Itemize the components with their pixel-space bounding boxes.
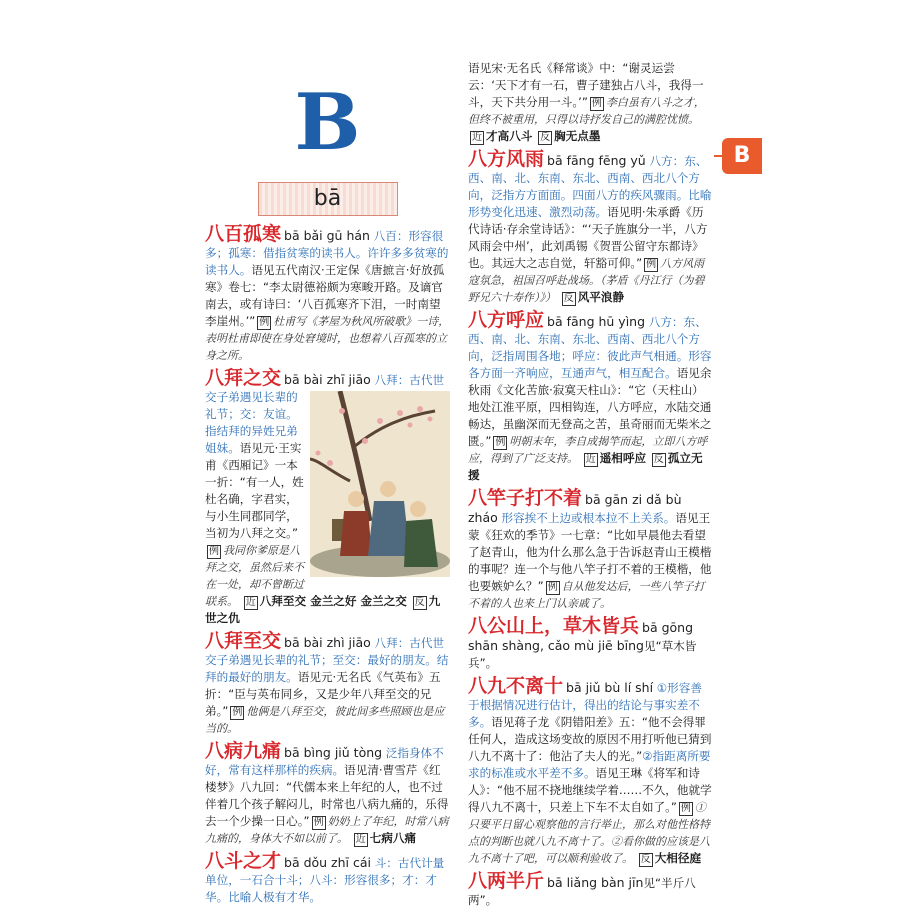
entry-pinyin: bā jiǔ bù lí shí [566,680,654,695]
related-words: 胸无点墨 [554,129,601,143]
entry-headword: 八公山上，草木皆兵 [468,615,640,637]
entry-example: 杜甫写《茅屋为秋风所破歌》一诗，表明杜甫即使在身处窘境时，也想着八百孤寒的立身之所。 [205,315,450,362]
related-words: 风平浪静 [577,290,625,304]
dictionary-entry-continued [468,60,712,145]
entry-headword: 八病九痛 [205,740,282,762]
example-tag: 例 [591,98,602,109]
related-words: 才高八斗 [486,129,533,143]
entry-example: 李白虽有八斗之才，但终不被重用，只得以诗抒发自己的满腔忧愤。 [468,96,705,126]
entry-definition: 八拜：古代世交子弟遇见长辈的礼节；交：友谊。指结拜的异姓兄弟姐妹。 [205,373,445,455]
entry-source: 语见元·王实甫《西厢记》一本一折：“有一人，姓杜名确，字君实，与小生同郡同学，当初为八拜之交。” [205,441,304,540]
dictionary-entry [205,850,450,906]
related-words: 九世之仇 [205,594,441,625]
dictionary-entry [468,487,712,612]
section-tab[interactable]: B [722,138,762,174]
entry-example: 我同你爹原是八拜之交，虽然后来不在一处，却不曾断过联系。 [205,544,304,608]
entry-pinyin: bā fāng hū yìng [547,314,646,329]
entry-source: 见“草木皆兵”。 [468,639,697,670]
entry-pinyin: bā fāng fēng yǔ [547,153,646,168]
example-tag: 例 [232,707,243,718]
entry-pinyin: bā dǒu zhī cái [284,855,371,870]
entry-source: 语见元·无名氏《气英布》五折：“臣与英布同乡，又是少年八拜至交的兄弟。” [205,670,441,718]
example-tag: 例 [680,803,691,814]
entry-source: 语见蒋子龙《阴错阳差》五：“他不会得罪任何人，造成这场变故的原因不用打听他已猜到八九不离十了：他沾了夫人的光。” [468,715,712,763]
entry-headword: 八百孤寒 [205,223,282,245]
entry-headword: 八拜之交 [205,367,282,389]
dictionary-entry [205,367,450,627]
entry-definition: ①形容善于根据情况进行估计，得出的结论与事实差不多。 [468,681,702,729]
entry-definition: 形容挨不上边或根本拉不上关系。 [501,511,676,525]
entry-headword: 八拜至交 [205,630,282,652]
right-column [468,60,712,915]
related-type-tag: 反 [563,293,574,304]
entry-pinyin: bā liǎng bàn jīn [547,875,644,890]
entry-example: 他俩是八拜至交，彼此间多些照顾也是应当的。 [205,705,445,735]
entry-source: 语见宋·无名氏《释常谈》中：“谢灵运尝云：‘天下才有一石，曹子建独占八斗，我得一斗，天下共分用一斗。’” [468,61,704,109]
related-type-tag: 近 [472,132,482,143]
pinyin-header: bā [258,182,398,216]
entry-headword: 八两半斤 [468,870,545,892]
dictionary-entry [205,223,450,364]
example-tag: 例 [259,317,270,328]
entry-pinyin: bā bǎi gū hán [284,228,370,243]
entry-source: 语见清·曹雪芹《红楼梦》八九回：“代儒本来上年纪的人，也不过伴着几个孩子解闷儿，时常也八病九痛的，乐得去一个少操一日心。” [205,763,449,828]
entry-example: 明朝末年，李自成揭竿而起，立即八方呼应，得到了广泛支持。 [468,435,708,465]
entry-pinyin: bā bài zhī jiāo [284,372,371,387]
entry-source: 语见五代南汉·王定保《唐摭言·好放孤寒》卷七：“李太尉德裕颇为寒畯开路。及谪官南去，或有诗曰：‘八百孤寒齐下泪，一时南望李崖州。’” [205,263,445,328]
entry-example: 奶奶上了年纪，时常八病九痛的，身体大不如以前了。 [205,815,449,845]
section-letter: B [294,77,361,168]
related-words: 大相径庭 [654,851,702,865]
left-column [205,60,450,912]
related-type-tag: 近 [585,454,596,465]
entry-headword: 八九不离十 [468,675,564,697]
related-words: 八拜至交 金兰之好 金兰之交 [259,594,407,608]
entry-source: 语见余秋雨《文化苦旅·寂寞天柱山》：“它（天柱山）地处江淮平原，四相钩连，八方呼应，水陆交通畅达，虽幽深而无登高之苦，虽奇丽而无柴米之匮。” [468,366,712,448]
dictionary-entry [468,870,712,909]
dictionary-entry [468,615,712,672]
entry-pinyin: bā gōng shān shàng, cǎo mù jiē bīng [468,620,694,653]
entry-definition: 泛指身体不好，常有这样那样的疾病。 [205,746,444,777]
entry-definition: 八拜：古代世交子弟遇见长辈的礼节；至交：最好的朋友。结拜的最好的朋友。 [205,636,449,684]
entry-pinyin: bā bìng jiǔ tòng [284,745,383,760]
entry-headword: 八方风雨 [468,148,545,170]
related-type-tag: 反 [540,132,551,143]
entry-headword: 八竿子打不着 [468,487,583,509]
entry-source: 语见明·朱承爵《历代诗话·存余堂诗话》：“‘天子旌旗分一半，八方风雨会中州’，此刘禹锡《贺晋公留守东都诗》也。其远大之志自觉，轩豁可仰。” [468,205,708,270]
related-words: 遥相呼应 [599,451,647,465]
related-type-tag: 近 [355,834,366,845]
entry-example: ①只要平日留心观察他的言行举止，那么对他性格特点的判断也就八九不离十了。②看你做的应该是八九不离十了吧，可以顺利验收了。 [468,801,710,865]
section-tab-connector [714,155,722,157]
example-tag: 例 [495,437,506,448]
dictionary-entry [205,740,450,847]
example-tag: 例 [547,582,558,593]
entry-definition: 八百：形容很多；孤寒：借指贫寒的读书人。许许多多贫寒的读书人。 [205,229,449,277]
example-tag: 例 [313,817,324,828]
entry-headword: 八斗之才 [205,850,282,872]
related-words: 七病八痛 [369,831,417,845]
entry-example: 自从他发达后，一些八竿子打不着的人也来上门认亲戚了。 [468,580,705,610]
entry-source-2: 语见王琳《将军和诗人》：“他不屈不挠地继续学着……不久，他就学得八九不离十，只差上下车不太自如了。” [468,766,712,814]
entry-headword: 八方呼应 [468,309,545,331]
entry-definition-2: ②指距离所要求的标准或水平差不多。 [468,749,711,780]
related-words: 孤立无援 [468,451,703,482]
entry-source: 见“半斤八两”。 [468,876,696,907]
dictionary-entry [205,630,450,737]
dictionary-entry [468,675,712,867]
entry-definition: 斗：古代计量单位，一石合十斗；八斗：形容很多；才：才华。比喻人极有才华。 [205,856,445,904]
entry-pinyin: bā bài zhì jiāo [284,635,371,650]
entry-pinyin: bā gān zi dǎ bù zháo [468,492,682,525]
illustration-image [310,391,450,577]
related-type-tag: 反 [414,597,425,608]
related-type-tag: 反 [653,454,664,465]
example-tag: 例 [646,259,657,270]
entry-definition: 八方：东、西、南、北、东南、东北、西南、西北八个方向，泛指周围各地；呼应：彼此声气相通。形容各方面一齐响应，互通声气，相互配合。 [468,315,712,380]
related-type-tag: 反 [640,854,651,865]
example-tag: 例 [209,546,219,557]
dictionary-entry [468,309,712,484]
related-type-tag: 近 [245,597,256,608]
entry-example: 八方风雨寇氛急，祖国召呼赴战场。（茅盾《丹江行（为碧野兄六十寿作）》） [468,257,705,304]
entry-source: 语见王蒙《狂欢的季节》一七章：“比如早晨他去看望了赵青山，他为什么那么急于告诉赵青山王模楷的事呢？连一个与他八竿子打不着的王模楷，他也要嫉妒么？” [468,511,712,593]
entry-definition: 八方：东、西、南、北、东南、东北、西南、西北八个方向，泛指方方面面。四面八方的疾风骤雨。比喻形势变化迅速、激烈动荡。 [468,154,712,219]
dictionary-entry [468,148,712,306]
